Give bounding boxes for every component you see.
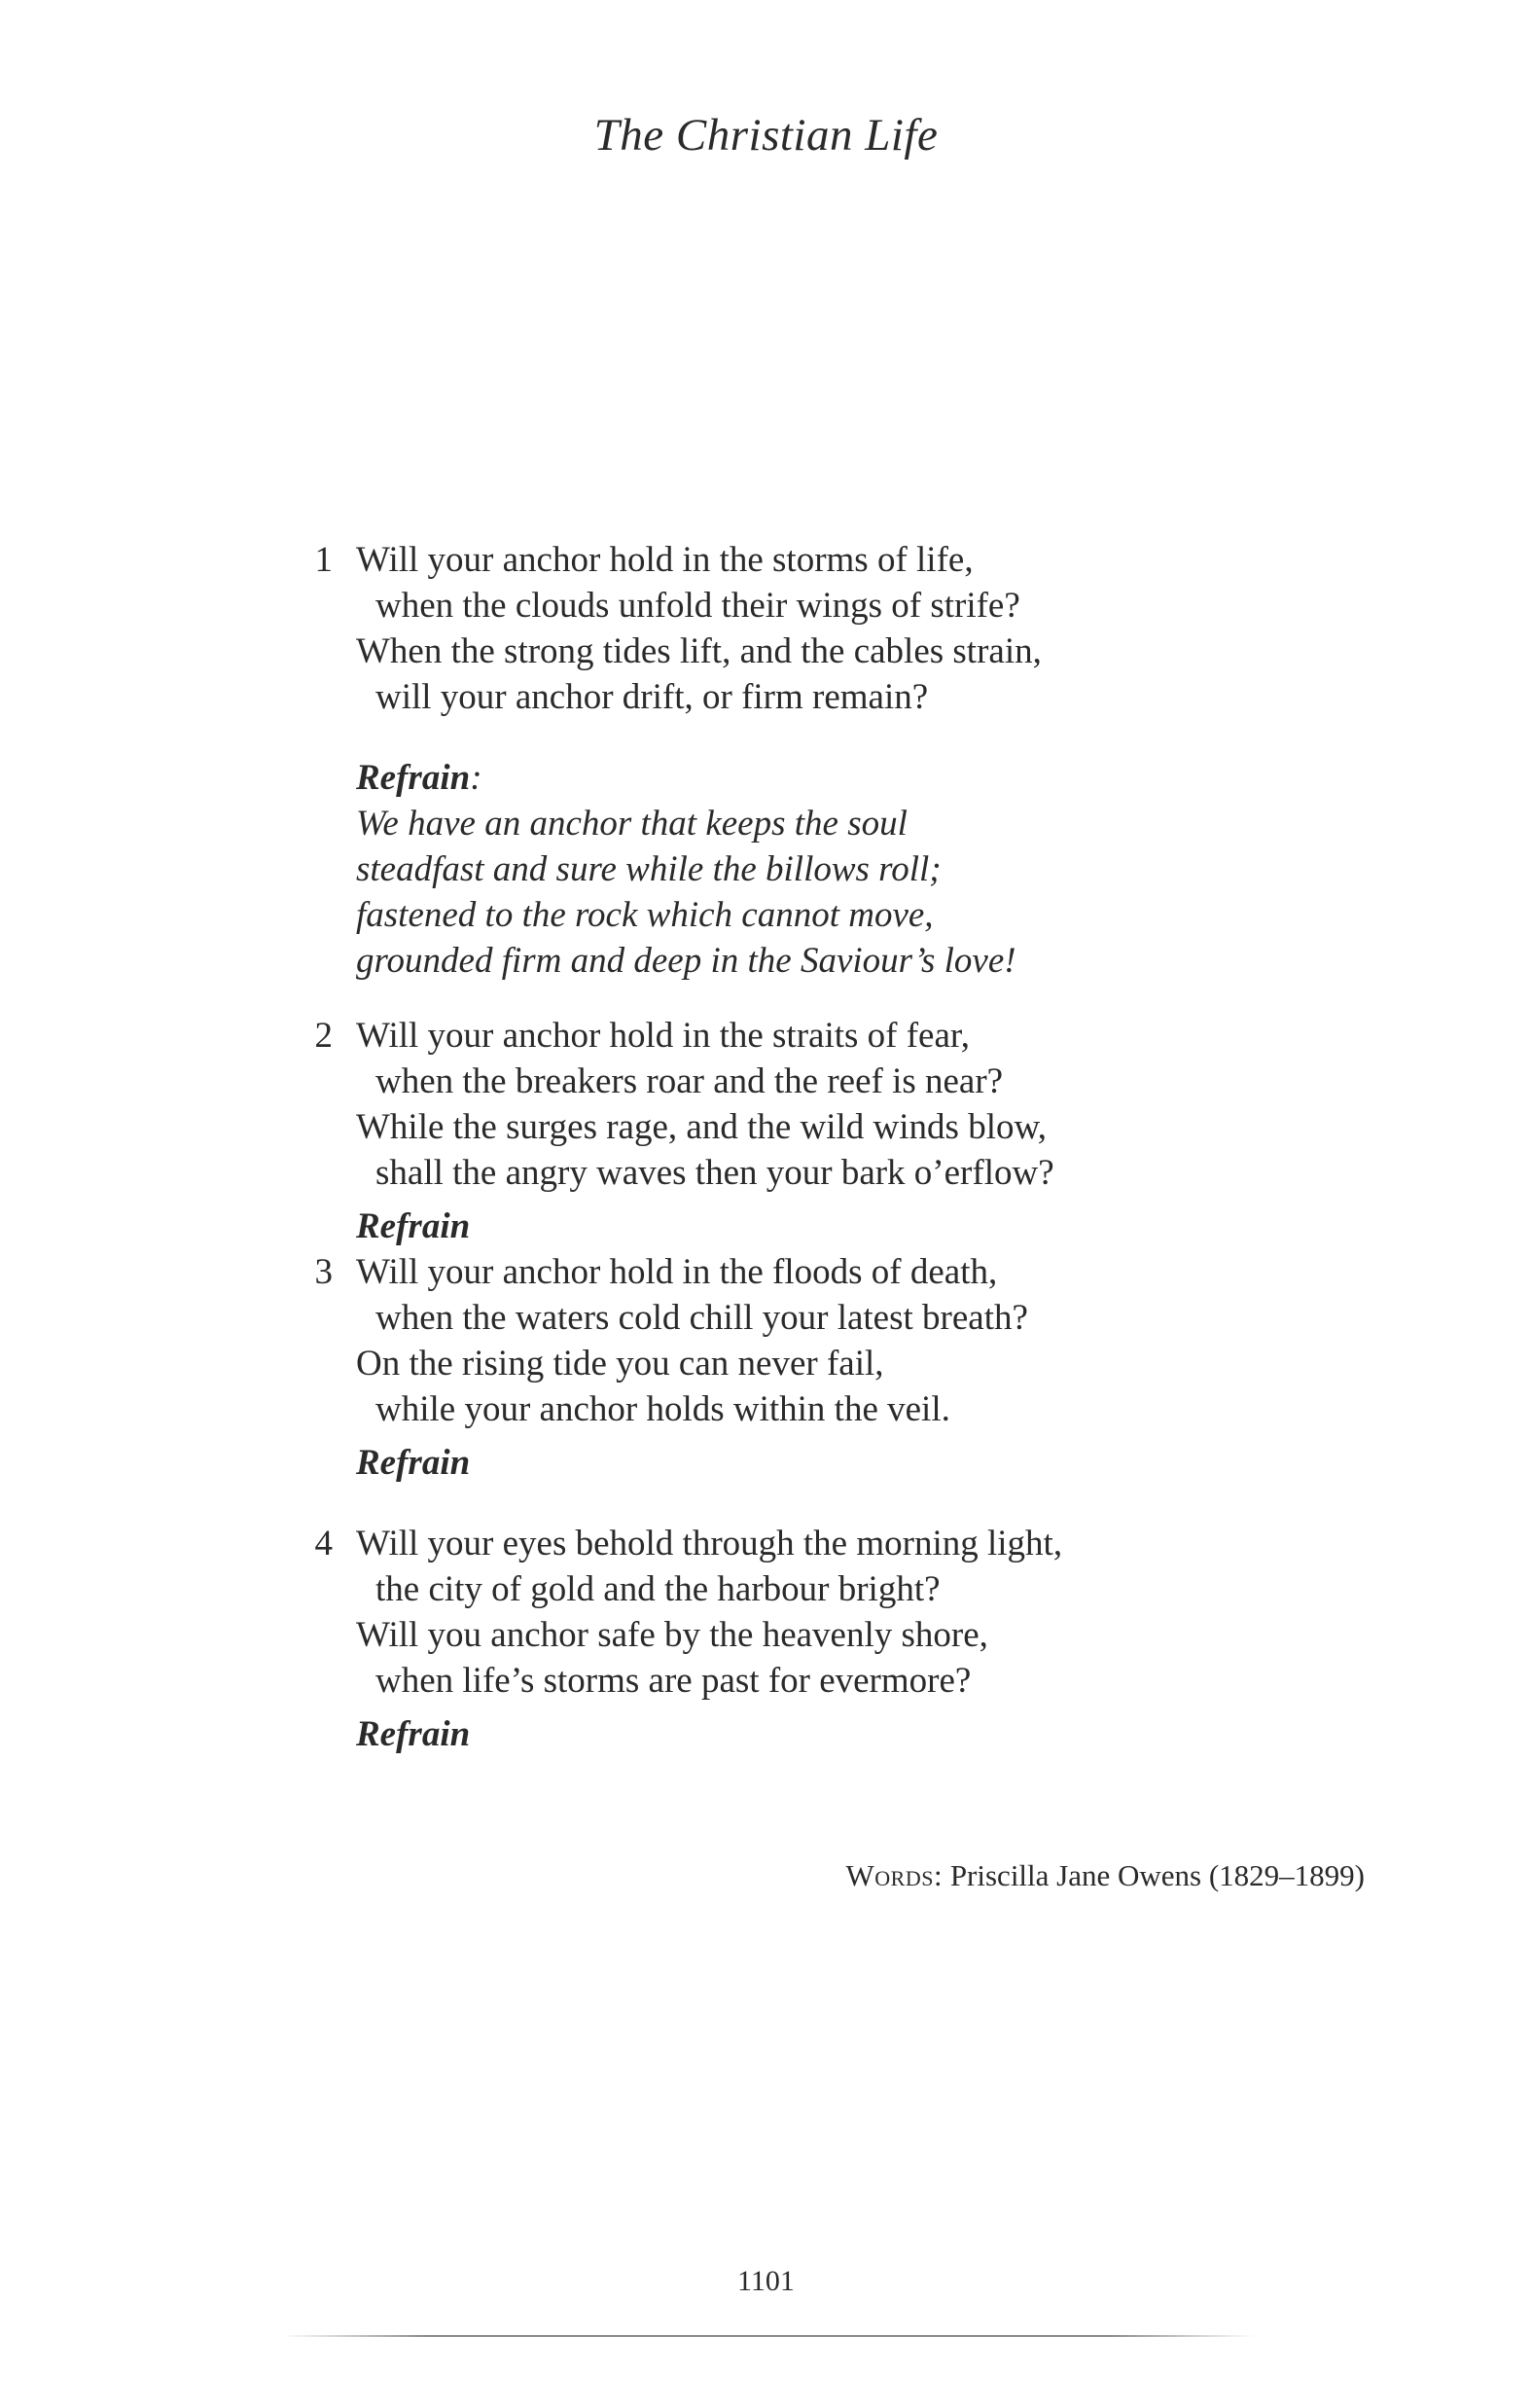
verse-2 [309,1013,1185,1196]
verse-number: 3 [314,1252,333,1292]
verse-line: the city of gold and the harbour bright? [375,1569,941,1609]
verse-line: Will your anchor hold in the floods of death, [356,1252,998,1292]
bottom-rule [282,2335,1255,2337]
page-number: 1101 [737,2265,795,2297]
refrain-colon: : [470,758,482,798]
verse-line: Will your eyes behold through the morning light, [356,1524,1063,1563]
verse-number: 1 [314,540,333,580]
verse-1 [309,537,1185,720]
credit-label: Words: [845,1858,944,1892]
refrain-label: Refrain [356,1443,471,1483]
hymn-text [309,537,1185,1757]
verse-line: shall the angry waves then your bark o’erflow? [375,1153,1054,1193]
refrain-label: Refrain [356,758,471,798]
verse-line: On the rising tide you can never fail, [356,1344,884,1384]
verse-line: when the breakers roar and the reef is near? [375,1061,1004,1101]
refrain-line: steadfast and sure while the billows roll; [356,849,942,889]
refrain-label: Refrain [356,1206,471,1246]
words-credit [846,1858,1366,1893]
verse-line: Will your anchor hold in the storms of life, [356,540,974,580]
verse-line: will your anchor drift, or firm remain? [375,677,929,717]
verse-line: while your anchor holds within the veil. [375,1389,950,1429]
verse-3 [309,1249,1185,1432]
verse-line: When the strong tides lift, and the cables strain, [356,631,1042,671]
verse-line: when the waters cold chill your latest breath? [375,1298,1028,1338]
verse-line: Will you anchor safe by the heavenly shore, [356,1615,988,1655]
verse-4 [309,1521,1185,1704]
refrain-line: fastened to the rock which cannot move, [356,895,934,935]
verse-line: when life’s storms are past for evermore? [375,1661,972,1701]
refrain-line: grounded firm and deep in the Saviour’s love! [356,941,1016,981]
refrain-heading [309,755,1185,801]
refrain-label: Refrain [356,1714,471,1754]
refrain [309,755,1185,984]
verse-line: when the clouds unfold their wings of strife? [375,586,1020,626]
verse-number: 4 [314,1524,333,1563]
verse-line: While the surges rage, and the wild winds blow, [356,1107,1048,1147]
verse-number: 2 [314,1016,333,1056]
refrain-line: We have an anchor that keeps the soul [356,804,908,844]
verse-line: Will your anchor hold in the straits of fear, [356,1016,970,1056]
credit-author: Priscilla Jane Owens (1829–1899) [949,1858,1365,1892]
page-title: The Christian Life [593,110,939,161]
